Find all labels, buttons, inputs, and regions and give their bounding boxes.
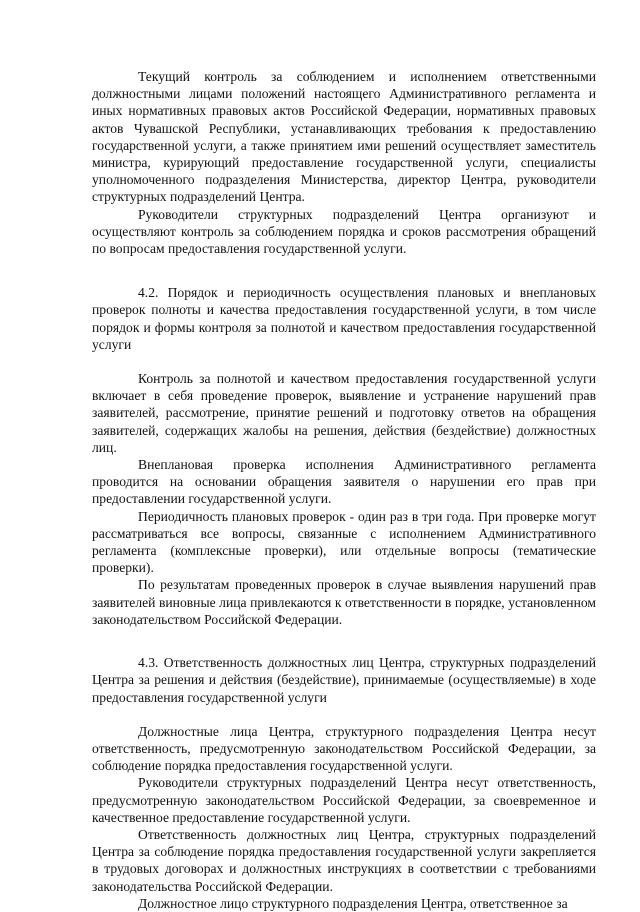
paragraph: Периодичность плановых проверок - один раз в три года. При проверке могут рассматриваться все вопросы, связанные с исполнением Административного регламента (комплексные проверки), или отдельные вопросы (тематические проверки). — [92, 508, 596, 576]
paragraph: Должностные лица Центра, структурного подразделения Центра несут ответственность, предусмотренную законодательством Российской Федерации, за соблюдение порядка предоставления государственной услуги. — [92, 723, 596, 774]
section-intro — [92, 68, 596, 257]
paragraph: Текущий контроль за соблюдением и исполнением ответственными должностными лицами положений настоящего Административного регламента и иных нормативных правовых актов Российской Федерации, нормативных правовых актов Чувашской Республики, устанавливающих требования к предоставлению государственной услуги, а также принятием ими решений осуществляет заместитель министра, курирующий предоставление государственной услуги, специалисты уполномоченного подразделения Министерства, директор Центра, руководители структурных подразделений Центра. — [92, 69, 596, 205]
section-4-2 — [92, 284, 596, 628]
section-4-3 — [92, 654, 596, 912]
paragraph: Контроль за полнотой и качеством предоставления государственной услуги включает в себя проведение проверок, выявление и устранение нарушений прав заявителей, рассмотрение, принятие решений и подготовку ответов на обращения заявителей, содержащих жалобы на решения, действия (бездействие) должностных лиц. — [92, 371, 596, 455]
paragraph: Внеплановая проверка исполнения Административного регламента проводится на основании обращения заявителя о нарушении его прав при предоставлении государственной услуги. — [92, 457, 596, 507]
section-heading: 4.2. Порядок и периодичность осуществления плановых и внеплановых проверок полноты и качества предоставления государственной услуги, в том числе порядок и формы контроля за полнотой и качеством предоставления государственной услуги — [92, 285, 596, 352]
paragraph: Ответственность должностных лиц Центра, структурных подразделений Центра за соблюдение порядка предоставления государственной услуги закрепляется в трудовых договорах и должностных инструкциях в соответствии с требованиями законодательства Российской Федерации. — [92, 826, 596, 894]
paragraph: Руководители структурных подразделений Центра организуют и осуществляют контроль за соблюдением порядка и сроков рассмотрения обращений по вопросам предоставления государственной услуги. — [92, 206, 596, 257]
paragraph: По результатам проведенных проверок в случае выявления нарушений прав заявителей виновные лица привлекаются к ответственности в порядке, установленном законодательством Российской Федерации. — [92, 577, 596, 627]
paragraph: Руководители структурных подразделений Центра несут ответственность, предусмотренную законодательством Российской Федерации, за своевременное и качественное предоставление государственной услуги. — [92, 775, 596, 825]
paragraph: Должностное лицо структурного подразделения Центра, ответственное за — [138, 895, 568, 911]
section-heading: 4.3. Ответственность должностных лиц Центра, структурных подразделений Центра за решения и действия (бездействие), принимаемые (осуществляемые) в ходе предоставления государственной услуги — [92, 655, 596, 705]
